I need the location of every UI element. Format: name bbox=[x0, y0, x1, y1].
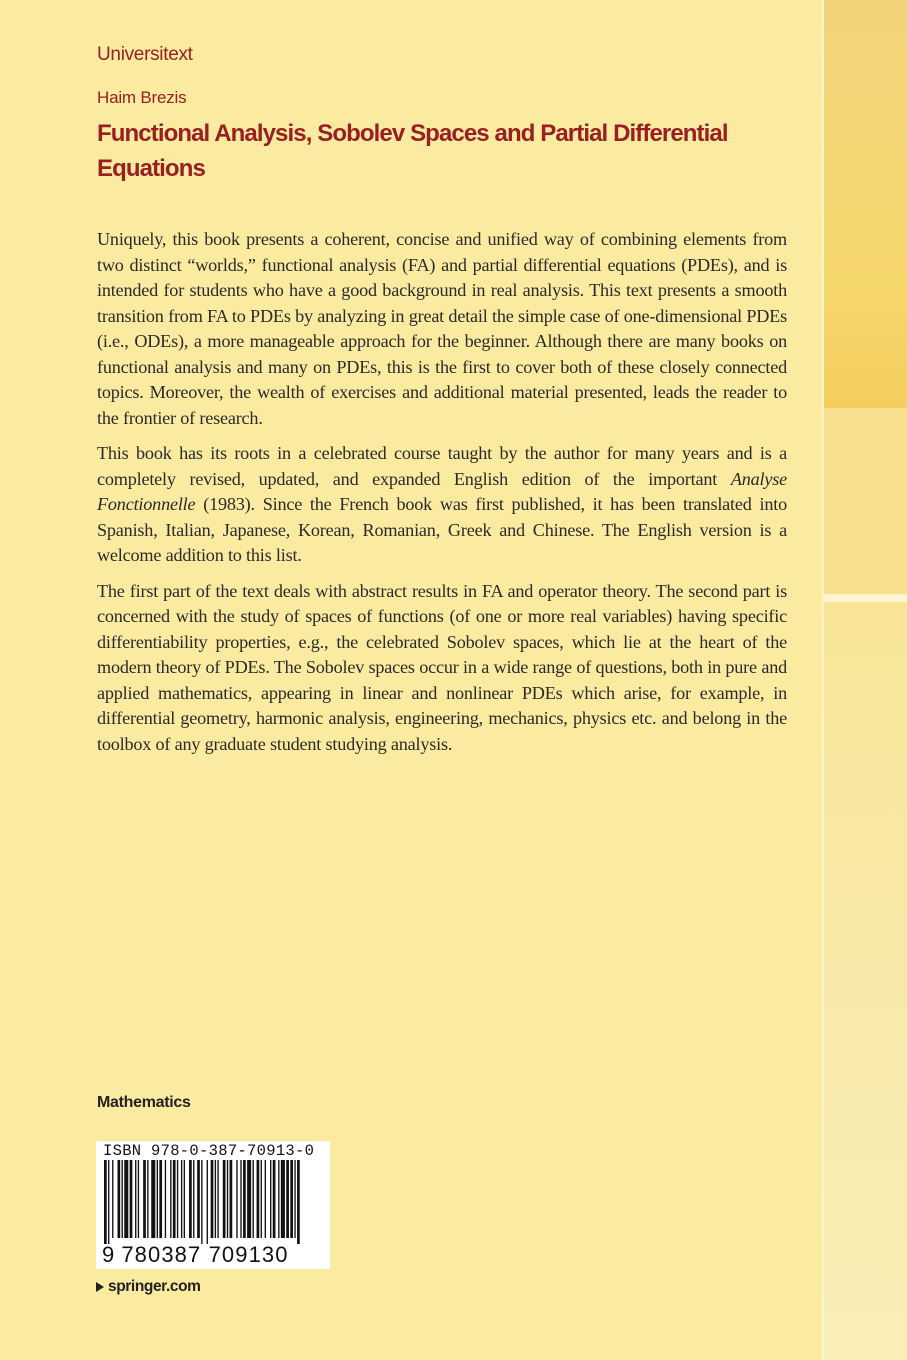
blurb-paragraph-2-start: This book has its roots in a celebrated course taught by the author for many years and is a completely revised, updated, and expanded English edition of the important bbox=[97, 443, 787, 489]
website-label: springer.com bbox=[108, 1278, 201, 1295]
barcode-bar bbox=[227, 1160, 228, 1238]
barcode-bar bbox=[207, 1160, 208, 1244]
barcode-bar bbox=[124, 1160, 128, 1238]
blurb-paragraph-2 bbox=[97, 441, 787, 569]
series-name: Universitext bbox=[97, 44, 193, 65]
blurb-paragraph-1: Uniquely, this book presents a coherent, concise and unified way of combining elements from two distinct “worlds,” functional analysis (FA) and partial differential equations (PDEs), and is intended for students who have a good background in real analysis. This text presents a smooth transition from FA to PDEs by analyzing in great detail the simple case of one-dimensional PDEs (i.e., ODEs), a more manageable approach for the beginner. Although there are many books on functional analysis and many on PDEs, this is the first to cover both of these closely connected topics. Moreover, the wealth of exercises and additional material presented, leads the reader to the frontier of research. bbox=[97, 229, 787, 428]
triangle-right-icon bbox=[96, 1282, 104, 1292]
ean-number bbox=[102, 1242, 289, 1268]
spine-divider bbox=[824, 594, 907, 602]
barcode-bar bbox=[247, 1160, 251, 1238]
spine-band-top bbox=[824, 0, 907, 408]
spine-band-mid bbox=[824, 408, 907, 594]
barcode-bar bbox=[297, 1160, 300, 1244]
barcode-bar bbox=[193, 1160, 194, 1238]
barcode-bar bbox=[157, 1160, 158, 1238]
barcode-bar bbox=[240, 1160, 241, 1238]
blurb-paragraph-3: The first part of the text deals with abstract results in FA and operator theory. The second part is concerned with the study of spaces of functions (of one or more real variables) having specific differentiability properties, e.g., the celebrated Sobolev spaces, which lie at the heart of the modern theory of PDEs. The Sobolev spaces occur in a wide range of questions, both in pure and applied mathematics, appearing in linear and nonlinear PDEs which arise, for example, in differential geometry, harmonic analysis, engineering, mechanics, physics etc. and belong in the toolbox of any graduate student studying analysis. bbox=[97, 580, 787, 754]
barcode-bar bbox=[243, 1160, 246, 1238]
barcode-bar bbox=[181, 1160, 182, 1238]
ean-first-digit: 9 bbox=[102, 1242, 116, 1267]
blurb bbox=[97, 227, 787, 767]
barcode-bar bbox=[211, 1160, 214, 1238]
barcode-bar bbox=[281, 1160, 285, 1238]
barcode-bar bbox=[177, 1160, 178, 1238]
barcode-bar bbox=[223, 1160, 226, 1238]
barcode-bar bbox=[173, 1160, 176, 1238]
barcode-bar bbox=[130, 1160, 133, 1238]
spine-band-low bbox=[824, 602, 907, 1360]
isbn-label: ISBN 978-0-387-70913-0 bbox=[103, 1142, 315, 1160]
barcode-bar bbox=[170, 1160, 171, 1238]
blurb-paragraph-2-end: (1983). Since the French book was first published, it has been translated into Spanish, Italian, Japanese, Korean, Romanian, Greek and Chinese. The English version is a welcome addition to this list. bbox=[97, 494, 787, 565]
barcode-bar bbox=[138, 1160, 139, 1238]
barcode-bar bbox=[270, 1160, 271, 1238]
barcode-bar bbox=[201, 1160, 202, 1244]
barcode-bar bbox=[104, 1160, 107, 1244]
isbn-barcode bbox=[96, 1141, 330, 1269]
barcode-bar bbox=[197, 1160, 200, 1238]
spine-color-strip bbox=[822, 0, 907, 1360]
barcode-bar bbox=[253, 1160, 254, 1238]
barcode-bar bbox=[122, 1160, 123, 1238]
barcode-bar bbox=[273, 1160, 276, 1238]
barcode-bar bbox=[278, 1160, 279, 1238]
barcode-bar bbox=[118, 1160, 121, 1238]
subject-category: Mathematics bbox=[97, 1094, 191, 1111]
barcode-bar bbox=[265, 1160, 266, 1238]
barcode-bar bbox=[165, 1160, 166, 1238]
barcode-bar bbox=[230, 1160, 233, 1238]
barcode-bar bbox=[143, 1160, 146, 1238]
barcode-bar bbox=[151, 1160, 155, 1238]
barcode-bar bbox=[147, 1160, 148, 1238]
barcode-bar bbox=[189, 1160, 192, 1238]
barcode-bar bbox=[108, 1160, 109, 1244]
barcode-bar bbox=[159, 1160, 162, 1238]
barcode-bar bbox=[112, 1160, 113, 1238]
author-name: Haim Brezis bbox=[97, 88, 187, 107]
barcode-bar bbox=[236, 1160, 237, 1238]
barcode-bar bbox=[286, 1160, 289, 1238]
barcode-bar bbox=[215, 1160, 216, 1238]
barcode-bar bbox=[294, 1160, 295, 1238]
original-title-italic: Analyse Fonctionnelle bbox=[97, 468, 787, 514]
barcode-bar bbox=[135, 1160, 136, 1238]
ean-digits: 780387 709130 bbox=[121, 1242, 289, 1267]
barcode-bar bbox=[261, 1160, 262, 1238]
barcode-bar bbox=[217, 1160, 218, 1238]
barcode-bars bbox=[100, 1160, 326, 1244]
barcode-bar bbox=[290, 1160, 293, 1238]
barcode-bar bbox=[184, 1160, 185, 1238]
barcode-bar bbox=[257, 1160, 260, 1238]
book-title: Functional Analysis, Sobolev Spaces and Partial Differential Equations bbox=[97, 120, 728, 182]
publisher-website[interactable] bbox=[96, 1278, 201, 1296]
